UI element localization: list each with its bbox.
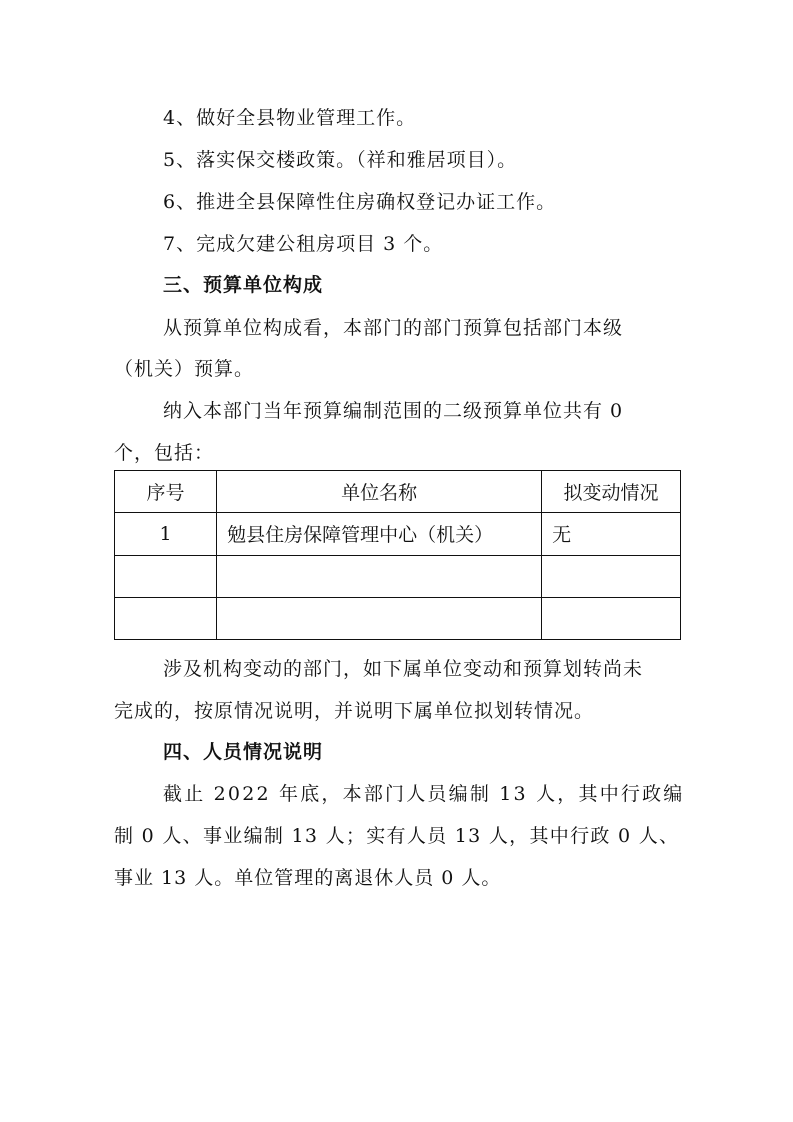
item-5: 5、落实保交楼政策。（祥和雅居项目）。 [163, 149, 518, 171]
section-3-para1-line2: （机关）预算。 [114, 358, 255, 380]
section-3-para3-line2: 完成的，按原情况说明，并说明下属单位拟划转情况。 [114, 700, 595, 722]
header-unit-name: 单位名称 [217, 471, 542, 513]
cell-planned-change: 无 [542, 513, 681, 555]
cell-unit-name [217, 555, 542, 597]
section-3-para2-line2: 个，包括： [114, 442, 215, 464]
section-3-para2-line1: 纳入本部门当年预算编制范围的二级预算单位共有 0 [163, 400, 624, 422]
section-3-heading: 三、预算单位构成 [163, 274, 324, 296]
section-4-heading: 四、人员情况说明 [163, 741, 324, 763]
section-3-para1-line1: 从预算单位构成看，本部门的部门预算包括部门本级 [163, 317, 624, 339]
section-4-para-line2: 制 0 人、事业编制 13 人；实有人员 13 人，其中行政 0 人、 [114, 825, 680, 847]
item-4: 4、做好全县物业管理工作。 [163, 107, 417, 129]
item-6: 6、推进全县保障性住房确权登记办证工作。 [163, 191, 557, 213]
section-4-para-line3: 事业 13 人。单位管理的离退休人员 0 人。 [114, 867, 502, 889]
header-planned-change: 拟变动情况 [542, 471, 681, 513]
cell-unit-name [217, 597, 542, 639]
cell-serial [115, 555, 217, 597]
cell-unit-name: 勉县住房保障管理中心（机关） [217, 513, 542, 555]
table-header-row [115, 471, 681, 513]
item-7: 7、完成欠建公租房项目 3 个。 [163, 233, 444, 255]
cell-serial [115, 597, 217, 639]
section-3-para3-line1: 涉及机构变动的部门，如下属单位变动和预算划转尚未 [163, 658, 644, 680]
cell-serial: 1 [115, 513, 217, 555]
section-4-para-line1: 截止 2022 年底，本部门人员编制 13 人，其中行政编 [163, 783, 685, 805]
table-row [115, 513, 681, 555]
cell-planned-change [542, 555, 681, 597]
table-row [115, 597, 681, 639]
cell-planned-change [542, 597, 681, 639]
table-row [115, 555, 681, 597]
header-serial: 序号 [115, 471, 217, 513]
budget-units-table [114, 470, 681, 640]
